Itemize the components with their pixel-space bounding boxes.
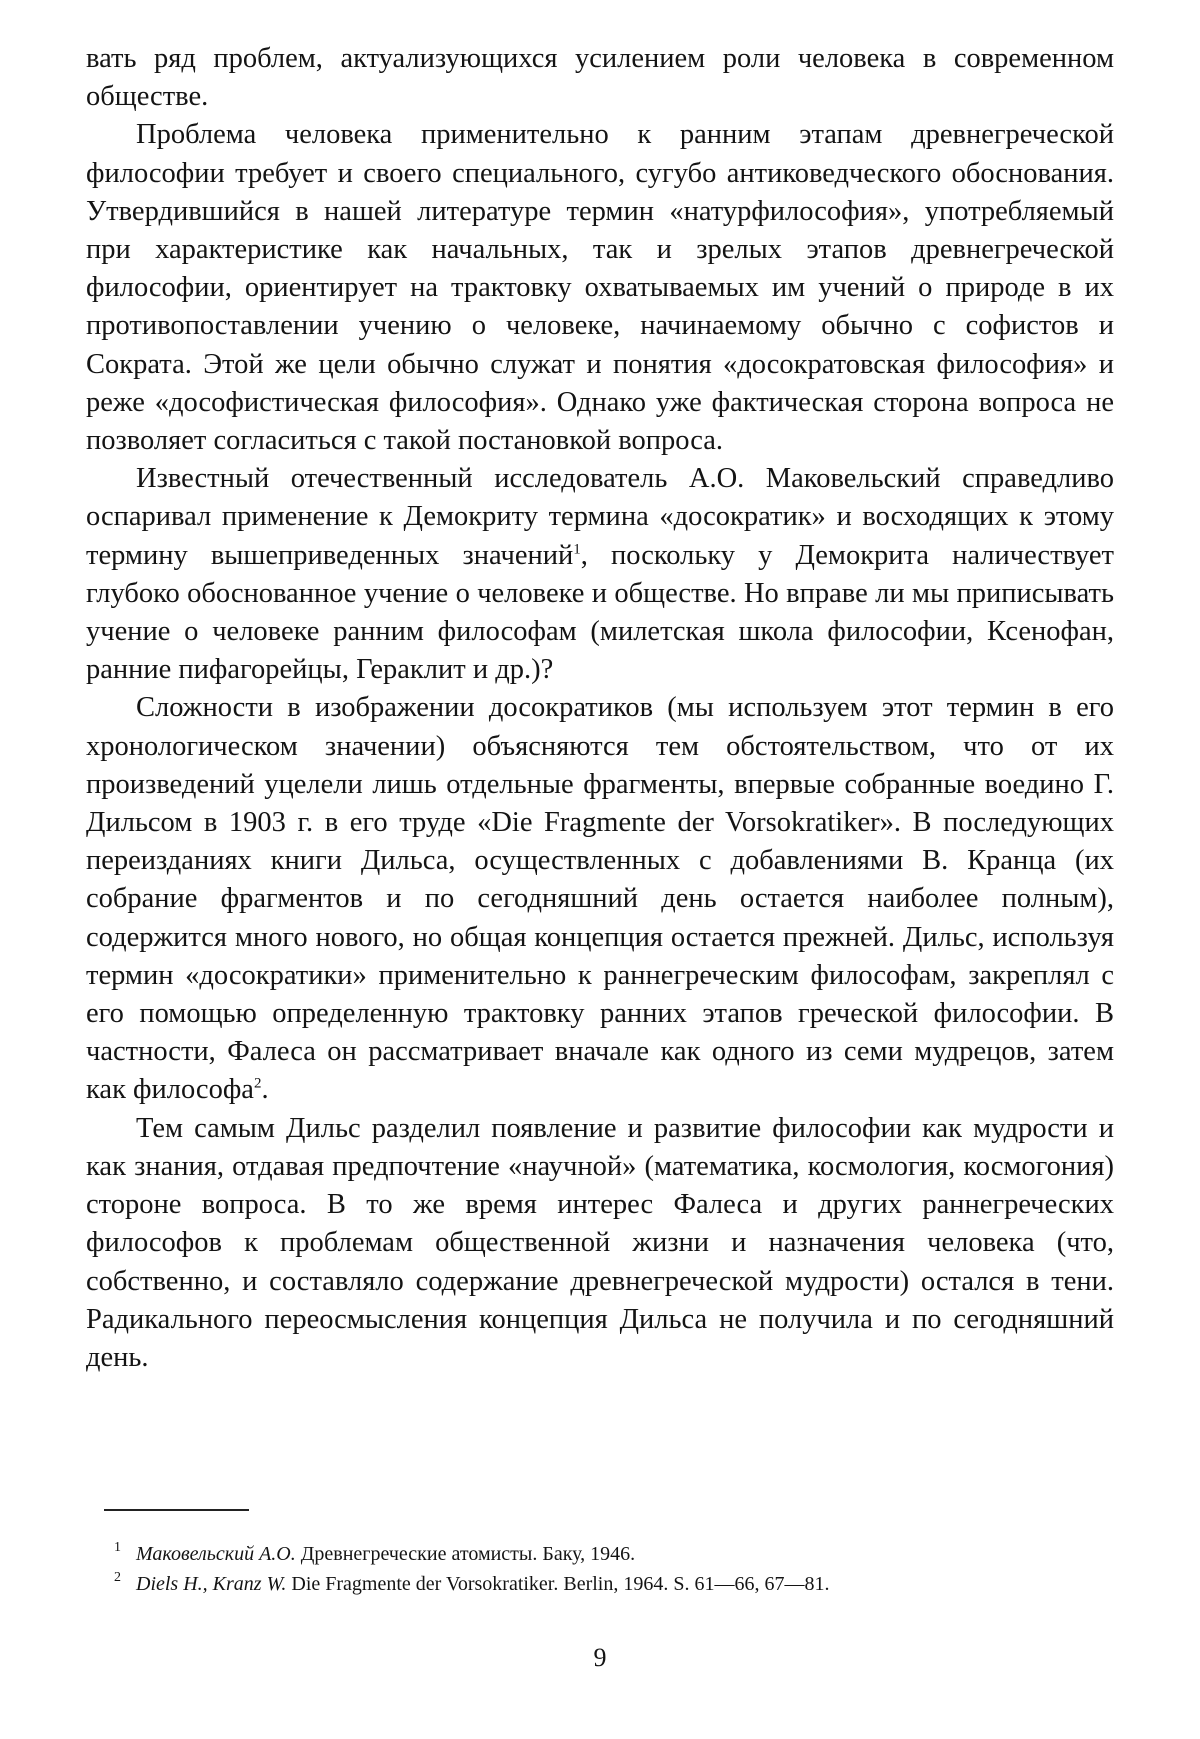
footnotes bbox=[114, 1539, 1114, 1599]
paragraph: Тем самым Дильс разделил появление и развитие философии как мудрости и как знания, отдавая предпочтение «научной» (математика, космология, космогония) стороне вопроса. В то же время интерес Фалеса и других раннегреческих философов к проблемам общественной жизни и назначения человека (что, собственно, и составляло содержание древнегреческой мудрости) остался в тени. Радикального переосмысления концепция Дильса не получила и по сегодняшний день. bbox=[86, 1112, 1114, 1373]
paragraph bbox=[86, 460, 1114, 689]
footnote bbox=[114, 1539, 1114, 1569]
footnote-separator bbox=[104, 1509, 249, 1511]
footnote-mark: 2 bbox=[114, 1570, 121, 1585]
footnote-reference: 2 bbox=[253, 1075, 262, 1092]
footnote-mark: 1 bbox=[114, 1540, 121, 1555]
footnote-author: Маковельский А.О. bbox=[136, 1543, 296, 1565]
paragraph-text: Известный отечественный исследователь А.О. Маковельский справедливо оспаривал применение к Демокриту термина «досократик» и восходящих к этому термину вышеприведенных значений bbox=[86, 463, 1114, 571]
paragraph-text: , поскольку у Демокрита наличествует глубоко обоснованное учение о человеке и обществе. Но вправе ли мы приписывать учение о человеке ранним философам (милетская школа философии, Ксенофан, ранние пифагорейцы, Гераклит и др.)? bbox=[86, 539, 1114, 686]
footnote-reference: 1 bbox=[573, 541, 581, 558]
paragraph: Проблема человека применительно к ранним этапам древнегреческой философии требует и своего специального, сугубо антиковедческого обоснования. Утвердившийся в нашей литературе термин «натурфилософия», употребляемый при характеристике как начальных, так и зрелых этапов древнегреческой философии, ориентирует на трактовку охватываемых им учений о природе в их противопоставлении учению о человеке, начинаемому обычно с софистов и Сократа. Этой же цели обычно служат и понятия «досократовская философия» и реже «дософистическая философия». Однако уже фактическая сторона вопроса не позволяет согласиться с такой постановкой вопроса. bbox=[86, 119, 1114, 457]
main-text bbox=[86, 40, 1114, 1377]
footnote bbox=[114, 1569, 1114, 1599]
paragraph bbox=[86, 689, 1114, 1109]
footnote-author: Diels H., Kranz W. bbox=[136, 1573, 287, 1595]
paragraph-text: Сложности в изображении досократиков (мы используем этот термин в его хронологическом значении) объясняются тем обстоятельством, что от их произведений уцелели лишь отдельные фрагменты, впервые собранные воедино Г. Дильсом в 1903 г. в его труде «Die Fragmente der Vorsokratiker». В последующих переизданиях книги Дильса, осуществленных с добавлениями В. Кранца (их собрание фрагментов и по сегодняшний день остается наиболее полным), содержится много нового, но общая концепция остается прежней. Дильс, используя термин «досократики» применительно к раннегреческим философам, закреплял с его помощью определенную трактовку ранних этапов греческой философии. В частности, Фалеса он рассматривает вначале как одного из семи мудрецов, затем как философа bbox=[86, 692, 1114, 1106]
page-number: 9 bbox=[593, 1643, 607, 1672]
paragraph-text: . bbox=[261, 1074, 269, 1106]
footnote-text: Древнегреческие атомисты. Баку, 1946. bbox=[295, 1543, 636, 1565]
paragraph: вать ряд проблем, актуализующихся усилением роли человека в современном обществе. bbox=[86, 43, 1114, 113]
footnote-text: Die Fragmente der Vorsokratiker. Berlin, 1964. S. 61—66, 67—81. bbox=[286, 1573, 830, 1595]
